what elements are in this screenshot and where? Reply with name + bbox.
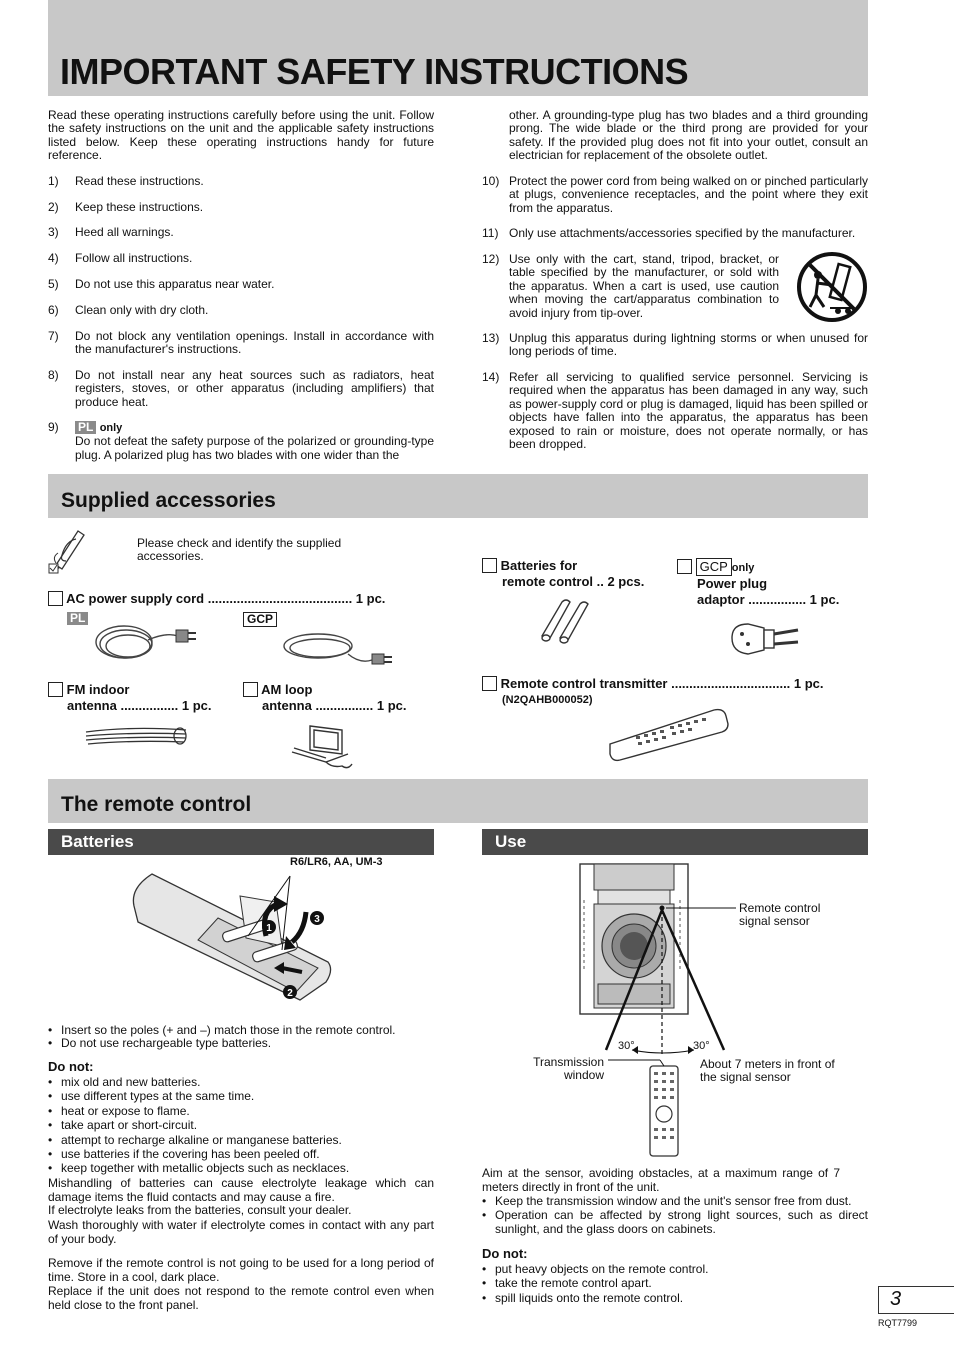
- safety-item: 3) Heed all warnings.: [48, 225, 174, 239]
- remote-heading: The remote control: [61, 793, 252, 816]
- safety-item: 8) Do not install near any heat sources such as radiators, heat registers, stoves, or other apparatus (including amplifiers) that produce heat.: [48, 368, 434, 409]
- step-1-label: 1: [266, 923, 272, 934]
- remote-transmitter-item: Remote control transmitter ................................. 1 pc.: [482, 676, 862, 692]
- safety-item: 1) Read these instructions.: [48, 174, 204, 188]
- safety-item: 9) PL only Do not defeat the safety purpose of the polarized or grounding-type plug. A polarized plug has two blades with one wider than the: [48, 420, 434, 462]
- ac-cord-checkbox[interactable]: [48, 591, 63, 606]
- step-2-label: 2: [287, 988, 293, 999]
- safety-item: 6) Clean only with dry cloth.: [48, 303, 209, 317]
- transmission-window-label: Transmission window: [533, 1055, 604, 1083]
- angle-right-label: 30°: [693, 1040, 710, 1052]
- remote-checkbox[interactable]: [482, 676, 497, 691]
- adaptor-checkbox[interactable]: [677, 559, 692, 574]
- batteries-image: [534, 596, 596, 644]
- fm-antenna-item: FM indoor antenna ................ 1 pc.: [48, 682, 228, 714]
- page-number: 3: [890, 1288, 902, 1310]
- safety-item-continued: other. A grounding-type plug has two blades and a third grounding prong. The wide blade or the third prong are provided for your safety. If the provided plug does not fit into your outlet, consult an electrician for replacement of the obsolete outlet.: [509, 108, 868, 163]
- power-plug-adaptor-image: [726, 618, 802, 658]
- fm-antenna-checkbox[interactable]: [48, 682, 63, 697]
- battery-type-label: R6/LR6, AA, UM-3: [290, 856, 383, 868]
- battery-donot-list: • mix old and new batteries. • use different types at the same time. • heat or expose to flame. • take apart or short-circuit. • attempt to recharge alkaline or manganese batteries. • use batteries if the covering has been peeled off. • keep together with metallic objects such as necklaces.: [48, 1075, 434, 1176]
- accessories-heading: Supplied accessories: [61, 489, 276, 512]
- wash-text: Wash thoroughly with water if electrolyte comes in contact with any part of your body.: [48, 1218, 434, 1246]
- safety-item: 4) Follow all instructions.: [48, 251, 193, 265]
- use-subheading: Use: [482, 829, 868, 855]
- ac-cord-pl-image: [88, 614, 198, 666]
- power-plug-adaptor-item: GCP only Power plug adaptor ................ 1 pc.: [677, 558, 867, 608]
- batteries-checkbox[interactable]: [482, 558, 497, 573]
- intro-paragraph: Read these operating instructions carefully before using the unit. Follow the safety instructions on the unit and the applicable safety instructions listed below. Keep these operating instructions handy for future reference.: [48, 108, 434, 163]
- ac-cord-item: AC power supply cord ........................................ 1 pc.: [48, 591, 428, 607]
- do-not-heading: Do not:: [48, 1059, 94, 1074]
- document-code: RQT7799: [878, 1318, 918, 1328]
- distance-label: About 7 meters in front of the signal sensor: [700, 1057, 835, 1085]
- check-note: Please check and identify the supplied accessories.: [137, 536, 342, 564]
- remove-text: Remove if the remote control is not going to be used for a long period of time. Store in a cool, dark place.: [48, 1256, 434, 1284]
- pl-badge-wrap: [67, 612, 88, 625]
- remote-use-diagram: [520, 860, 760, 1160]
- region-badge-pl: PL: [75, 421, 96, 434]
- sensor-label: Remote control signal sensor: [739, 901, 821, 929]
- mishandling-text: Mishandling of batteries can cause electrolyte leakage which can damage items the fluid contacts and may cause a fire.: [48, 1176, 434, 1204]
- region-badge-pl: PL: [67, 612, 88, 625]
- use-donot-list: • put heavy objects on the remote control. • take the remote control apart. • spill liquids onto the remote control.: [482, 1262, 868, 1305]
- aim-text: Aim at the sensor, avoiding obstacles, at a maximum range of 7 meters directly in front of the unit.: [482, 1166, 840, 1194]
- safety-item: 2) Keep these instructions.: [48, 200, 204, 214]
- batteries-item: Batteries for remote control .. 2 pcs.: [482, 558, 672, 590]
- ac-cord-gcp-image: [268, 624, 398, 672]
- safety-item: 10) Protect the power cord from being walked on or pinched particularly at plugs, convenience receptacles, and the point where they exit from the apparatus.: [482, 174, 868, 215]
- replace-text: Replace if the unit does not respond to the remote control even when held close to the front panel.: [48, 1284, 434, 1312]
- batteries-subheading: Batteries: [48, 829, 434, 855]
- page-title: IMPORTANT SAFETY INSTRUCTIONS: [60, 51, 689, 92]
- pen-check-icon: [48, 525, 88, 577]
- angle-left-label: 30°: [618, 1040, 635, 1052]
- safety-item: 14) Refer all servicing to qualified service personnel. Servicing is required when the apparatus has been damaged in any way, such as power-supply cord or plug is damaged, liquid has been spilled or objects have fallen into the apparatus, the apparatus has been exposed to rain or moisture, does not operate normally, or has been dropped.: [482, 370, 868, 452]
- use-do-not-heading: Do not:: [482, 1246, 528, 1261]
- am-antenna-item: AM loop antenna ................ 1 pc.: [243, 682, 423, 714]
- remote-model-number: (N2QAHB000052): [502, 694, 593, 706]
- region-badge-gcp: GCP: [696, 558, 732, 576]
- safety-item: 5) Do not use this apparatus near water.: [48, 277, 275, 291]
- fm-antenna-image: [82, 722, 190, 750]
- am-antenna-image: [286, 720, 356, 772]
- am-antenna-checkbox[interactable]: [243, 682, 258, 697]
- cart-warning-icon: [796, 251, 868, 323]
- battery-bullets: • Insert so the poles (+ and –) match those in the remote control. • Do not use rechargeable type batteries.: [48, 1024, 434, 1051]
- region-badge-gcp: GCP: [243, 612, 277, 627]
- use-bullets: • Keep the transmission window and the unit's sensor free from dust. • Operation can be affected by strong light sources, such as direct sunlight, and the glass doors on cabinets.: [482, 1194, 868, 1236]
- step-3-label: 3: [314, 914, 320, 925]
- safety-item: 7) Do not block any ventilation openings. Install in accordance with the manufacturer's instructions.: [48, 329, 434, 357]
- safety-item: 12) Use only with the cart, stand, tripod, bracket, or table specified by the manufacturer, or sold with the apparatus. When a cart is used, use caution when moving the cart/apparatus combination to avoid injury from tip-over.: [482, 252, 779, 320]
- safety-item: 13) Unplug this apparatus during lightning storms or when unused for long periods of time.: [482, 331, 868, 359]
- remote-transmitter-image: [606, 704, 730, 762]
- battery-insertion-diagram: [128, 866, 334, 1006]
- leak-text: If electrolyte leaks from the batteries, consult your dealer.: [48, 1203, 352, 1217]
- safety-item: 11) Only use attachments/accessories specified by the manufacturer.: [482, 226, 856, 240]
